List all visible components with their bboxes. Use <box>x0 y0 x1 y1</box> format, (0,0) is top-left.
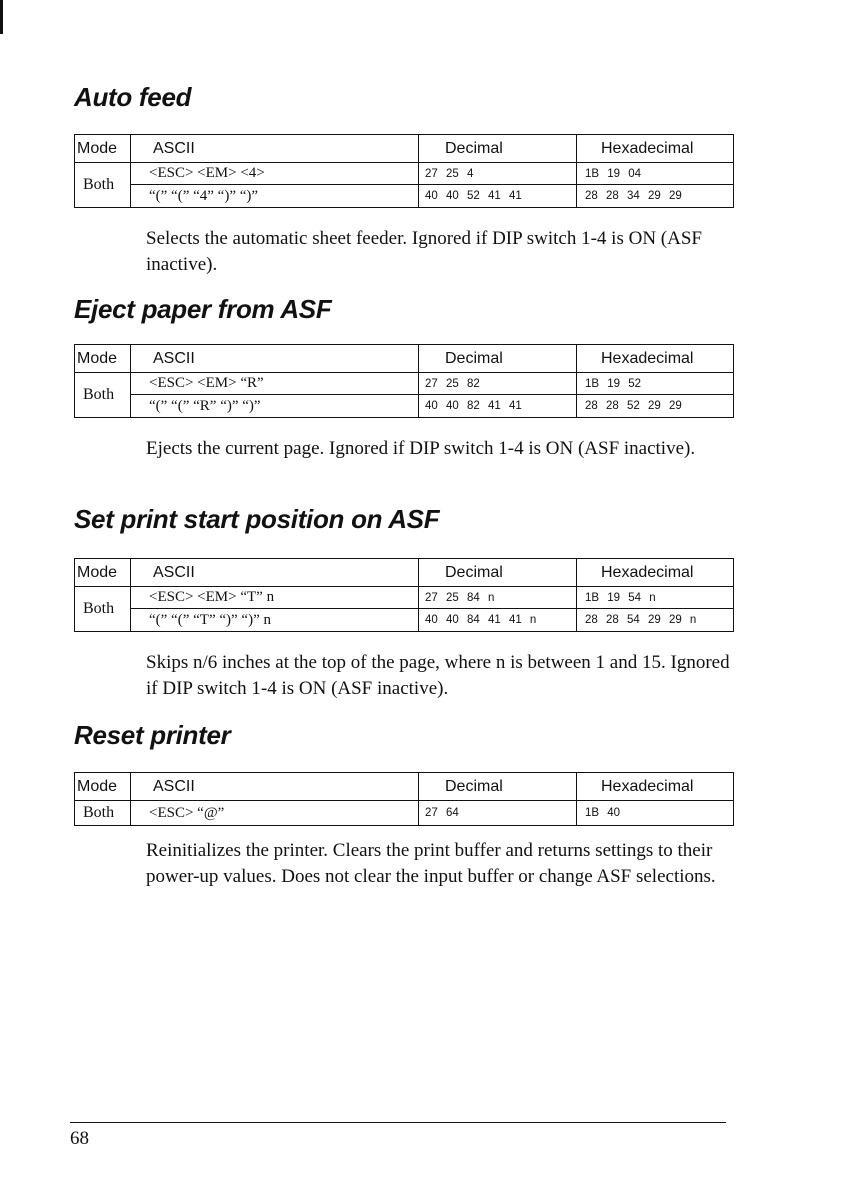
section-title-eject-paper: Eject paper from ASF <box>74 294 332 324</box>
command-table-auto-feed <box>74 134 734 208</box>
header-ascii: ASCII <box>131 773 419 800</box>
hex-cell: 28 28 52 29 29 <box>585 400 682 412</box>
header-hexadecimal: Hexadecimal <box>601 139 694 157</box>
hex-cell: 1B 19 54 n <box>585 591 656 604</box>
table-row <box>131 373 733 395</box>
footer-rule <box>70 1122 726 1123</box>
table-header-row <box>75 773 733 801</box>
header-ascii: ASCII <box>131 345 419 372</box>
command-table-eject-paper <box>74 344 734 418</box>
mode-cell: Both <box>75 801 131 825</box>
header-mode: Mode <box>75 559 131 586</box>
command-table-set-print-start <box>74 558 734 632</box>
header-ascii: ASCII <box>131 135 419 162</box>
header-mode: Mode <box>75 773 131 800</box>
header-hexadecimal: Hexadecimal <box>601 349 694 367</box>
decimal-cell: 27 25 84 n <box>419 587 577 608</box>
page-edge-mark <box>0 0 3 34</box>
hex-cell: 1B 40 <box>585 807 621 819</box>
header-mode: Mode <box>75 135 131 162</box>
hex-cell: 1B 19 04 <box>585 167 642 180</box>
command-table-reset-printer <box>74 772 734 826</box>
section-description: Skips n/6 inches at the top of the page, where n is between 1 and 15. Ignored if DIP switch 1-4 is ON (ASF inactive). <box>146 652 730 699</box>
header-hexadecimal: Hexadecimal <box>601 777 694 795</box>
mode-cell: Both <box>75 587 131 631</box>
decimal-cell: 40 40 84 41 41 n <box>419 609 577 631</box>
section-description: Selects the automatic sheet feeder. Ignored if DIP switch 1-4 is ON (ASF inactive). <box>146 228 702 275</box>
table-row <box>131 395 733 417</box>
ascii-cell: <ESC> “@” <box>131 801 419 825</box>
mode-cell: Both <box>75 373 131 417</box>
table-row <box>131 801 733 825</box>
header-ascii: ASCII <box>131 559 419 586</box>
header-decimal: Decimal <box>419 773 577 800</box>
ascii-cell: “(” “(” “R” “)” “)” <box>131 395 419 417</box>
section-description: Reinitializes the printer. Clears the print buffer and returns settings to their power-up values. Does not clear the input buffer or change ASF selections. <box>146 840 716 887</box>
decimal-cell: 40 40 82 41 41 <box>419 395 577 417</box>
header-decimal: Decimal <box>419 559 577 586</box>
ascii-cell: <ESC> <EM> “R” <box>131 373 419 394</box>
mode-cell: Both <box>75 163 131 207</box>
section-description: Ejects the current page. Ignored if DIP switch 1-4 is ON (ASF inactive). <box>146 438 696 459</box>
page-number: 68 <box>70 1128 89 1149</box>
decimal-cell: 40 40 52 41 41 <box>419 185 577 207</box>
ascii-cell: “(” “(” “4” “)” “)” <box>131 185 419 207</box>
ascii-cell: <ESC> <EM> <4> <box>131 163 419 184</box>
hex-cell: 1B 19 52 <box>585 377 642 390</box>
table-header-row <box>75 135 733 163</box>
table-row <box>131 609 733 631</box>
header-hexadecimal: Hexadecimal <box>601 563 694 581</box>
decimal-cell: 27 25 4 <box>419 163 577 184</box>
section-title-auto-feed: Auto feed <box>74 82 192 112</box>
header-mode: Mode <box>75 345 131 372</box>
header-decimal: Decimal <box>419 135 577 162</box>
decimal-cell: 27 64 <box>419 801 577 825</box>
table-row <box>131 163 733 185</box>
decimal-cell: 27 25 82 <box>419 373 577 394</box>
hex-cell: 28 28 54 29 29 n <box>585 614 697 626</box>
table-row <box>131 587 733 609</box>
table-row <box>131 185 733 207</box>
ascii-cell: “(” “(” “T” “)” “)” n <box>131 609 419 631</box>
hex-cell: 28 28 34 29 29 <box>585 190 682 202</box>
section-title-reset-printer: Reset printer <box>74 720 231 750</box>
table-header-row <box>75 345 733 373</box>
header-decimal: Decimal <box>419 345 577 372</box>
table-header-row <box>75 559 733 587</box>
ascii-cell: <ESC> <EM> “T” n <box>131 587 419 608</box>
section-title-set-print-start: Set print start position on ASF <box>74 504 440 534</box>
